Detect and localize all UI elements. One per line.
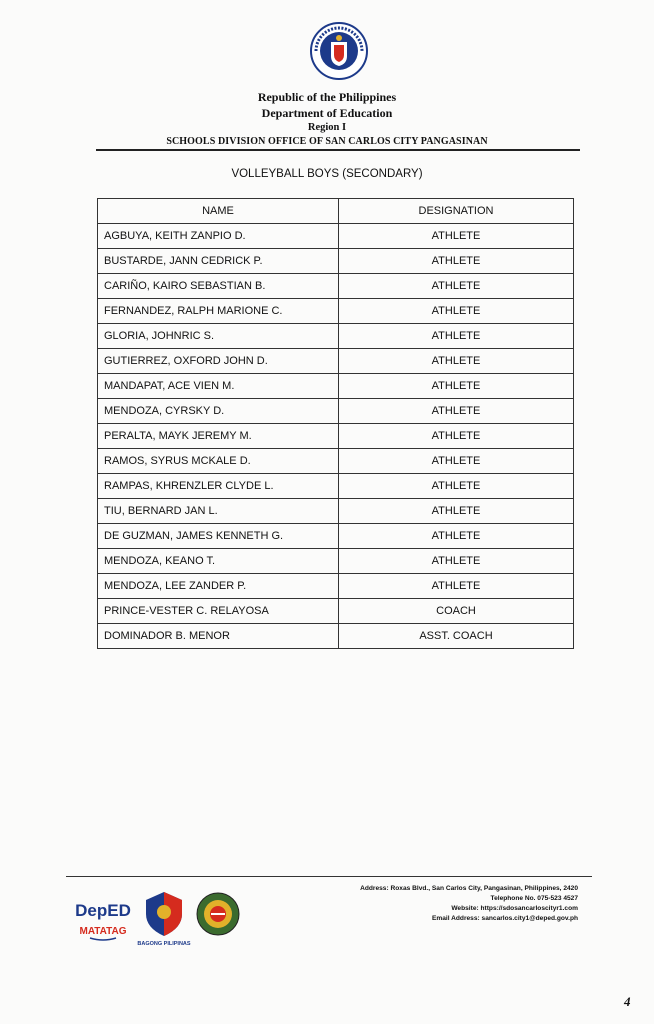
table-row xyxy=(98,549,574,574)
cell-name: RAMPAS, KHRENZLER CLYDE L. xyxy=(98,474,339,499)
cell-name: PERALTA, MAYK JEREMY M. xyxy=(98,424,339,449)
table-row xyxy=(98,299,574,324)
table-row xyxy=(98,449,574,474)
cell-name: MENDOZA, LEE ZANDER P. xyxy=(98,574,339,599)
table-row xyxy=(98,399,574,424)
footer-address: Address: Roxas Blvd., San Carlos City, Pangasinan, Philippines, 2420 xyxy=(360,885,578,892)
cell-name: AGBUYA, KEITH ZANPIO D. xyxy=(98,224,339,249)
cell-designation: ATHLETE xyxy=(339,574,574,599)
cell-designation: ATHLETE xyxy=(339,224,574,249)
cell-name: GLORIA, JOHNRIC S. xyxy=(98,324,339,349)
footer-divider xyxy=(66,876,592,877)
table-row xyxy=(98,274,574,299)
matatag-logo-text: MATATAG xyxy=(79,926,127,937)
cell-name: MANDAPAT, ACE VIEN M. xyxy=(98,374,339,399)
header-divider xyxy=(96,149,580,151)
cell-designation: ATHLETE xyxy=(339,324,574,349)
cell-name: DOMINADOR B. MENOR xyxy=(98,624,339,649)
cell-name: PRINCE-VESTER C. RELAYOSA xyxy=(98,599,339,624)
table-row xyxy=(98,499,574,524)
handwritten-page-mark: 4 xyxy=(624,994,631,1009)
header-department: Department of Education xyxy=(261,106,393,120)
header-republic: Republic of the Philippines xyxy=(257,90,397,104)
cell-designation: ATHLETE xyxy=(339,374,574,399)
cell-designation: COACH xyxy=(339,599,574,624)
section-title: VOLLEYBALL BOYS (SECONDARY) xyxy=(231,168,423,180)
cell-designation: ATHLETE xyxy=(339,399,574,424)
cell-name: GUTIERREZ, OXFORD JOHN D. xyxy=(98,349,339,374)
table-row xyxy=(98,424,574,449)
table-row xyxy=(98,249,574,274)
table-row xyxy=(98,524,574,549)
cell-designation: ATHLETE xyxy=(339,474,574,499)
column-header-designation: DESIGNATION xyxy=(339,199,574,224)
cell-designation: ATHLETE xyxy=(339,499,574,524)
deped-logo-text: DepED xyxy=(75,901,131,920)
cell-name: DE GUZMAN, JAMES KENNETH G. xyxy=(98,524,339,549)
cell-designation: ATHLETE xyxy=(339,274,574,299)
footer-website[interactable]: Website: https://sdosancarloscityr1.com xyxy=(451,905,578,912)
cell-designation: ASST. COACH xyxy=(339,624,574,649)
column-header-name: NAME xyxy=(98,199,339,224)
cell-name: CARIÑO, KAIRO SEBASTIAN B. xyxy=(98,274,339,299)
division-seal-icon xyxy=(196,892,240,936)
cell-name: TIU, BERNARD JAN L. xyxy=(98,499,339,524)
header-division-office: SCHOOLS DIVISION OFFICE OF SAN CARLOS CITY PANGASINAN xyxy=(166,136,488,147)
table-row xyxy=(98,474,574,499)
cell-designation: ATHLETE xyxy=(339,424,574,449)
table-row xyxy=(98,374,574,399)
cell-designation: ATHLETE xyxy=(339,299,574,324)
cell-designation: ATHLETE xyxy=(339,449,574,474)
deped-seal-icon xyxy=(310,20,368,82)
cell-designation: ATHLETE xyxy=(339,524,574,549)
cell-name: MENDOZA, KEANO T. xyxy=(98,549,339,574)
footer-telephone: Telephone No. 075-523 4527 xyxy=(490,895,578,902)
cell-name: FERNANDEZ, RALPH MARIONE C. xyxy=(98,299,339,324)
cell-name: BUSTARDE, JANN CEDRICK P. xyxy=(98,249,339,274)
cell-name: MENDOZA, CYRSKY D. xyxy=(98,399,339,424)
roster-table xyxy=(97,198,574,649)
table-row xyxy=(98,599,574,624)
footer-email[interactable]: Email Address: sancarlos.city1@deped.gov.ph xyxy=(431,915,578,922)
roster-body xyxy=(98,224,574,649)
table-row xyxy=(98,624,574,649)
table-header-row xyxy=(98,199,574,224)
bagong-pilipinas-logo xyxy=(136,888,192,948)
table-row xyxy=(98,574,574,599)
cell-designation: ATHLETE xyxy=(339,249,574,274)
bagong-pilipinas-text: BAGONG PILIPINAS xyxy=(137,941,191,947)
table-row xyxy=(98,224,574,249)
cell-designation: ATHLETE xyxy=(339,549,574,574)
cell-designation: ATHLETE xyxy=(339,349,574,374)
deped-matatag-logo xyxy=(70,892,136,944)
table-row xyxy=(98,324,574,349)
header-region: Region I xyxy=(307,122,347,133)
table-row xyxy=(98,349,574,374)
cell-name: RAMOS, SYRUS MCKALE D. xyxy=(98,449,339,474)
